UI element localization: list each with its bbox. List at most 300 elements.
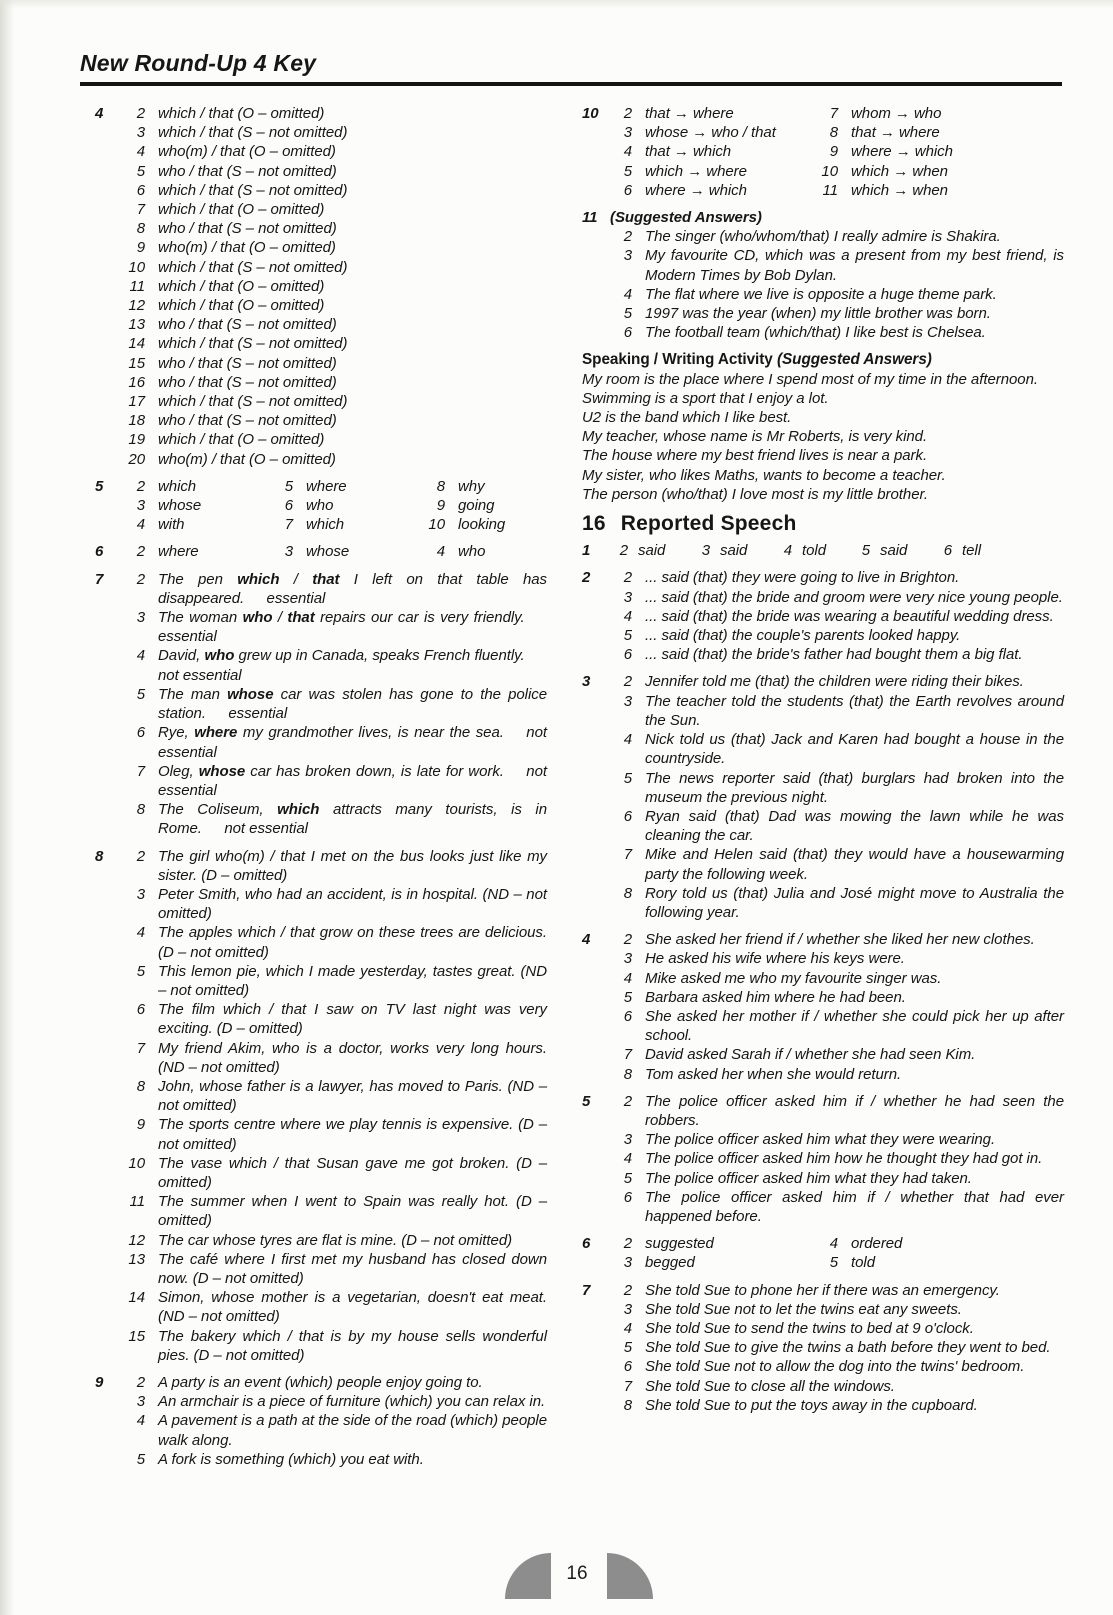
- answer-text: who(m) / that (O – omitted): [158, 450, 336, 468]
- answer-text: The vase which / that Susan gave me got broken. (D – omitted): [158, 1154, 547, 1191]
- item-number: 7: [623, 1377, 632, 1395]
- exercise-5: [582, 1092, 1064, 1226]
- item-number: 4: [136, 647, 145, 665]
- item-number: 4: [136, 1412, 145, 1430]
- answer-text: The woman who / that repairs our car is very friendly. essential: [158, 609, 548, 646]
- item-number: 2: [136, 477, 145, 495]
- exercise-6: [582, 1234, 1064, 1272]
- page-header: [80, 50, 1062, 86]
- answer-text: who / that (S – not omitted): [158, 412, 337, 430]
- exercise-number: 11: [582, 209, 598, 227]
- answer-item: [123, 762, 547, 800]
- item-number: 4: [136, 143, 145, 161]
- answer-text: who / that (S – not omitted): [158, 162, 337, 180]
- answer-item: [123, 1077, 547, 1115]
- answer-text: Rory told us (that) Julia and José might move to Australia the following year.: [645, 884, 1064, 921]
- answer-text: with: [158, 516, 185, 534]
- item-number: 4: [136, 516, 145, 534]
- answer-list: [123, 847, 547, 1365]
- item-number: 4: [623, 969, 632, 987]
- answer-text: This lemon pie, which I made yesterday, tastes great. (ND – not omitted): [158, 962, 547, 999]
- answer-item: [123, 200, 547, 219]
- exercise-11: [582, 208, 1064, 342]
- answer-item: [610, 285, 1064, 304]
- answer-text: which / that (S – not omitted): [158, 258, 348, 276]
- exercise-body: [123, 570, 547, 839]
- answer-text: She told Sue to give the twins a bath before they went to bed.: [645, 1339, 1051, 1357]
- bold-answer-word: which: [237, 570, 280, 588]
- exercise-9: [95, 1373, 547, 1469]
- answer-text: which → where: [645, 162, 747, 180]
- answer-text: which / that (O – omitted): [158, 431, 325, 449]
- exercise-number: 6: [582, 1235, 591, 1253]
- item-number: 3: [701, 542, 710, 560]
- item-number: 7: [284, 516, 293, 534]
- exercise-number: 7: [95, 570, 104, 588]
- answer-text: She told Sue to put the toys away in the cupboard.: [645, 1396, 978, 1414]
- answer-text: An armchair is a piece of furniture (which) you can relax in.: [158, 1393, 546, 1411]
- exercise-4: [95, 104, 547, 469]
- answer-text: She told Sue to close all the windows.: [645, 1377, 895, 1395]
- answer-item: [610, 1149, 1064, 1168]
- answer-item: [610, 1377, 1064, 1396]
- answer-grid: [123, 477, 547, 535]
- answer-item: [610, 1319, 1064, 1338]
- answer-text: whom → who: [851, 105, 942, 122]
- exercise-body: [610, 672, 1064, 922]
- exercise-body: [123, 1373, 547, 1469]
- answer-text: told: [851, 1254, 875, 1272]
- answer-text: She told Sue to send the twins to bed at 9 o'clock.: [645, 1319, 974, 1337]
- answer-text: Oleg, whose car has broken down, is late for work. not essential: [158, 762, 547, 799]
- exercise-4: [582, 930, 1064, 1084]
- answer-item: [610, 588, 1064, 607]
- exercise-body: [610, 541, 1064, 560]
- answer-item: [123, 296, 547, 315]
- answer-text: The flat where we live is opposite a huge theme park.: [645, 285, 997, 303]
- item-number: 3: [623, 1131, 632, 1149]
- exercise-body: [610, 568, 1064, 664]
- item-number: 7: [136, 1039, 145, 1057]
- answer-text: John, whose father is a lawyer, has moved to Paris. (ND – not omitted): [158, 1077, 547, 1115]
- item-number: 3: [136, 1393, 145, 1411]
- item-number: 9: [829, 143, 838, 161]
- exercise-6: [95, 542, 547, 561]
- answer-text: ordered: [851, 1235, 903, 1253]
- item-number: 5: [623, 1169, 632, 1187]
- item-number: 2: [136, 105, 145, 122]
- answer-item: [123, 1450, 547, 1469]
- answer-item: [123, 847, 547, 885]
- item-number: 6: [136, 1001, 145, 1019]
- answer-list: [610, 1281, 1064, 1415]
- answer-item: [610, 884, 1064, 922]
- answer-text: She asked her friend if / whether she liked her new clothes.: [645, 931, 1035, 949]
- answer-item: [610, 645, 1064, 664]
- answer-text: that → where: [645, 105, 734, 122]
- item-number: 20: [128, 450, 145, 468]
- item-number: 5: [284, 477, 293, 495]
- exercise-3: [582, 672, 1064, 922]
- answer-text: The film which / that I saw on TV last night was very exciting. (D – omitted): [158, 1001, 547, 1038]
- answer-item: [123, 277, 547, 296]
- item-number: 4: [783, 542, 792, 560]
- answer-text: tell: [962, 542, 981, 560]
- item-number: 2: [136, 847, 145, 865]
- answer-text: Peter Smith, who had an accident, is in hospital. (ND – not omitted): [158, 885, 547, 923]
- answer-item: [610, 769, 1064, 807]
- item-number: 3: [136, 497, 145, 515]
- answer-item: [610, 304, 1064, 323]
- exercise-number: 4: [95, 105, 104, 122]
- answer-text: The police officer asked him how he thought they had got in.: [645, 1150, 1043, 1168]
- answer-item: [610, 246, 1064, 284]
- corner-triangle-left: [505, 1553, 551, 1599]
- answer-text: The summer when I went to Spain was really hot. (D – omitted): [158, 1193, 547, 1230]
- answer-grid: [610, 541, 1064, 560]
- answer-text: said: [880, 542, 908, 560]
- item-number: 3: [623, 588, 632, 606]
- answer-item: [123, 646, 547, 684]
- scan-edge-left: [0, 0, 14, 1615]
- item-number: 5: [829, 1254, 838, 1272]
- answer-text: which: [306, 516, 345, 534]
- answer-item: [610, 1007, 1064, 1045]
- answer-text: who(m) / that (O – omitted): [158, 239, 336, 257]
- item-number: 3: [623, 124, 632, 142]
- item-number: 12: [128, 1231, 145, 1249]
- answer-text: The pen which / that I left on that table has disappeared. essential: [158, 570, 547, 607]
- answer-text: which / that (O – omitted): [158, 277, 325, 295]
- exercise-number: 8: [95, 847, 104, 865]
- item-number: 8: [623, 1396, 632, 1414]
- answer-text: suggested: [645, 1235, 714, 1253]
- item-number: 6: [623, 1188, 632, 1206]
- answer-item: [123, 258, 547, 277]
- item-number: 11: [129, 277, 145, 295]
- answer-text: Mike and Helen said (that) they would have a housewarming party the following week.: [645, 846, 1064, 883]
- answer-text: which → when: [851, 162, 948, 180]
- answer-item: [610, 227, 1064, 246]
- answer-text: She told Sue to phone her if there was an emergency.: [645, 1281, 1000, 1299]
- answer-item: [123, 1039, 547, 1077]
- item-number: 6: [623, 1358, 632, 1376]
- item-number: 3: [623, 1254, 632, 1272]
- item-number: 8: [829, 124, 838, 142]
- item-number: 7: [136, 762, 145, 780]
- answer-text: Nick told us (that) Jack and Karen had bought a house in the countryside.: [645, 731, 1064, 768]
- answer-text: The sports centre where we play tennis is expensive. (D – not omitted): [158, 1116, 547, 1153]
- item-number: 6: [623, 181, 632, 199]
- answer-item: [610, 1130, 1064, 1149]
- item-number: 2: [623, 569, 632, 587]
- answer-item: [610, 568, 1064, 587]
- item-number: 4: [623, 143, 632, 161]
- item-number: 2: [619, 542, 628, 560]
- answer-text: The café where I first met my husband has closed down now. (D – not omitted): [158, 1250, 547, 1287]
- speaking-note: (Suggested Answers): [776, 351, 932, 369]
- answer-item: [123, 885, 547, 923]
- item-number: 4: [623, 607, 632, 625]
- answers-note: (Suggested Answers): [610, 209, 762, 227]
- answer-text: where → which: [851, 143, 953, 161]
- item-number: 4: [623, 731, 632, 749]
- item-number: 4: [623, 285, 632, 303]
- item-number: 3: [136, 609, 145, 627]
- page-title: New Round-Up 4 Key: [80, 50, 317, 76]
- answer-text: 1997 was the year (when) my little brother was born.: [645, 305, 991, 323]
- answer-text: ... said (that) the bride's father had bought them a big flat.: [645, 646, 1023, 664]
- answer-text: She told Sue not to allow the dog into the twins' bedroom.: [645, 1358, 1025, 1376]
- answer-text: The football team (which/that) I like best is Chelsea.: [645, 324, 986, 342]
- answer-text: The singer (who/whom/that) I really admire is Shakira.: [645, 228, 1001, 246]
- answer-item: [123, 315, 547, 334]
- speaking-title: Speaking / Writing Activity: [582, 351, 777, 369]
- exercise-number: 6: [95, 543, 104, 561]
- item-number: 19: [128, 431, 145, 449]
- item-number: 6: [623, 1007, 632, 1025]
- answer-text: Rye, where my grandmother lives, is near the sea. not essential: [158, 724, 547, 761]
- item-number: 7: [623, 1046, 632, 1064]
- item-number: 12: [128, 297, 145, 315]
- bold-answer-word: who: [204, 647, 235, 665]
- exercise-5: [95, 477, 547, 535]
- item-number: 14: [128, 1289, 145, 1307]
- answer-item: [123, 238, 547, 257]
- item-number: 5: [136, 1450, 145, 1468]
- answer-item: [123, 162, 547, 181]
- item-number: 4: [436, 543, 445, 561]
- bold-answer-word: whose: [198, 762, 246, 780]
- answer-item: [123, 1154, 547, 1192]
- answer-item: [610, 626, 1064, 645]
- answer-text: A pavement is a path at the side of the road (which) people walk along.: [158, 1412, 547, 1449]
- answer-list: [610, 568, 1064, 664]
- answer-text: He asked his wife where his keys were.: [645, 950, 905, 968]
- answer-text: which / that (S – not omitted): [158, 335, 348, 353]
- answer-item: [123, 685, 547, 723]
- answer-text: A fork is something (which) you eat with.: [158, 1450, 424, 1468]
- exercise-7: [95, 570, 547, 839]
- answer-item: [123, 1192, 547, 1230]
- item-number: 3: [136, 124, 145, 142]
- answer-text: The police officer asked him what they had taken.: [645, 1169, 972, 1187]
- answer-item: [610, 1188, 1064, 1226]
- speaking-line: Swimming is a sport that I enjoy a lot.: [582, 389, 829, 407]
- answer-text: which / that (S – not omitted): [158, 124, 348, 142]
- answer-item: [123, 1411, 547, 1449]
- answer-text: ... said (that) the bride was wearing a beautiful wedding dress.: [645, 607, 1054, 625]
- item-number: 7: [136, 201, 145, 219]
- item-number: 5: [623, 627, 632, 645]
- answer-text: David, who grew up in Canada, speaks French fluently. not essential: [158, 647, 547, 684]
- answer-text: The police officer asked him if / whether he had seen the robbers.: [645, 1092, 1064, 1129]
- answer-text: whose: [158, 497, 202, 515]
- answer-text: where → which: [645, 181, 747, 199]
- item-number: 4: [829, 1235, 838, 1253]
- exercise-10: [582, 104, 1064, 200]
- speaking-line: My teacher, whose name is Mr Roberts, is very kind.: [582, 428, 928, 446]
- item-number: 10: [428, 516, 445, 534]
- answer-item: [123, 334, 547, 353]
- answer-text: which / that (S – not omitted): [158, 393, 348, 411]
- answer-text: said: [638, 542, 666, 560]
- answer-item: [123, 104, 547, 123]
- answer-item: [610, 1281, 1064, 1300]
- answer-item: [123, 411, 547, 430]
- item-number: 14: [128, 335, 145, 353]
- item-number: 2: [623, 228, 632, 246]
- answer-text: where: [158, 543, 199, 561]
- answer-text: who: [458, 543, 486, 561]
- item-number: 7: [829, 105, 838, 122]
- item-number: 10: [128, 1154, 145, 1172]
- answer-text: The girl who(m) / that I met on the bus looks just like my sister. (D – omitted): [158, 847, 547, 884]
- answer-item: [123, 450, 547, 469]
- answer-item: [610, 1338, 1064, 1357]
- item-number: 8: [623, 884, 632, 902]
- answer-text: who(m) / that (O – omitted): [158, 143, 336, 161]
- item-number: 8: [136, 1077, 145, 1095]
- answer-item: [123, 1392, 547, 1411]
- speaking-line: U2 is the band which I like best.: [582, 409, 792, 427]
- answer-text: The police officer asked him what they were wearing.: [645, 1131, 996, 1149]
- answer-text: Simon, whose mother is a vegetarian, doesn't eat meat. (ND – not omitted): [158, 1289, 547, 1326]
- answer-text: which / that (O – omitted): [158, 105, 325, 122]
- answer-grid: [123, 542, 547, 561]
- answer-text: which / that (S – not omitted): [158, 181, 348, 199]
- exercise-body: [123, 477, 547, 535]
- answer-text: where: [306, 477, 347, 495]
- answer-text: who / that (S – not omitted): [158, 316, 337, 334]
- answer-text: which / that (O – omitted): [158, 297, 325, 315]
- answer-item: [610, 1169, 1064, 1188]
- answer-item: [610, 730, 1064, 768]
- corner-triangle-right: [607, 1553, 653, 1599]
- exercise-number: 1: [582, 542, 591, 560]
- item-number: 3: [623, 692, 632, 710]
- answer-item: [610, 988, 1064, 1007]
- item-number: 5: [623, 305, 632, 323]
- item-number: 6: [284, 497, 293, 515]
- item-number: 17: [128, 393, 145, 411]
- item-number: 2: [136, 543, 145, 561]
- answer-text: who / that (S – not omitted): [158, 373, 337, 391]
- answer-text: Barbara asked him where he had been.: [645, 988, 906, 1006]
- answer-text: Mike asked me who my favourite singer was.: [645, 969, 942, 987]
- section-number: 16: [582, 512, 606, 536]
- answer-list: [610, 227, 1064, 342]
- answer-item: [123, 1000, 547, 1038]
- answer-grid: [610, 1234, 1064, 1272]
- item-number: 3: [623, 247, 632, 265]
- answer-list: [610, 930, 1064, 1084]
- answer-item: [610, 692, 1064, 730]
- column-right: [582, 104, 1064, 1423]
- exercise-number: 3: [582, 673, 591, 691]
- exercise-number: 10: [582, 105, 599, 122]
- answer-item: [610, 1396, 1064, 1415]
- item-number: 6: [136, 724, 145, 742]
- answer-text: The apples which / that grow on these trees are delicious. (D – not omitted): [158, 924, 547, 961]
- item-number: 5: [861, 542, 870, 560]
- answer-item: [123, 123, 547, 142]
- answer-text: ... said (that) the bride and groom were very nice young people.: [645, 588, 1063, 606]
- answer-text: whose → who / that: [645, 124, 776, 142]
- exercise-number: 5: [95, 477, 104, 495]
- answer-grid: [610, 104, 1064, 200]
- answer-text: said: [720, 542, 748, 560]
- item-number: 16: [128, 373, 145, 391]
- speaking-activity: [582, 350, 1064, 504]
- answer-text: whose: [306, 543, 350, 561]
- answer-text: why: [458, 477, 485, 495]
- exercise-1: [582, 541, 1064, 560]
- answer-text: going: [458, 497, 495, 515]
- item-number: 9: [136, 239, 145, 257]
- speaking-line: My room is the place where I spend most of my time in the afternoon.: [582, 370, 1038, 388]
- item-number: 15: [128, 1327, 145, 1345]
- item-number: 5: [623, 162, 632, 180]
- answer-list: [610, 672, 1064, 922]
- answer-text: who / that (S – not omitted): [158, 220, 337, 238]
- item-number: 15: [128, 354, 145, 372]
- answer-item: [123, 608, 547, 646]
- item-number: 2: [623, 105, 632, 122]
- item-number: 3: [284, 543, 293, 561]
- answer-list: [123, 1373, 547, 1469]
- answer-text: that → where: [851, 124, 940, 142]
- item-number: 2: [136, 570, 145, 588]
- exercise-body: [610, 1234, 1064, 1272]
- item-number: 3: [136, 885, 145, 903]
- exercise-body: [610, 208, 1064, 342]
- bold-answer-word: that: [287, 609, 315, 627]
- answer-text: The news reporter said (that) burglars had broken into the museum the previous night.: [645, 769, 1064, 806]
- item-number: 6: [623, 646, 632, 664]
- answer-text: looking: [458, 516, 506, 534]
- item-number: 13: [128, 1250, 145, 1268]
- answer-item: [123, 392, 547, 411]
- bold-answer-word: where: [194, 724, 238, 742]
- item-number: 6: [623, 324, 632, 342]
- item-number: 6: [136, 181, 145, 199]
- answer-text: ... said (that) they were going to live in Brighton.: [645, 569, 960, 587]
- speaking-heading: [582, 350, 1064, 369]
- exercise-body: [123, 847, 547, 1365]
- section-title: Reported Speech: [620, 512, 797, 536]
- item-number: 5: [136, 162, 145, 180]
- answer-item: [123, 1327, 547, 1365]
- item-number: 4: [623, 1150, 632, 1168]
- answer-item: [610, 323, 1064, 342]
- item-number: 4: [136, 924, 145, 942]
- item-number: 8: [136, 801, 145, 819]
- answer-text: Jennifer told me (that) the children were riding their bikes.: [645, 673, 1024, 691]
- item-number: 2: [623, 1092, 632, 1110]
- answer-text: David asked Sarah if / whether she had seen Kim.: [645, 1046, 976, 1064]
- answer-item: [610, 969, 1064, 988]
- speaking-line: The person (who/that) I love most is my little brother.: [582, 485, 928, 503]
- bold-answer-word: that: [312, 570, 340, 588]
- exercise-7: [582, 1281, 1064, 1415]
- answer-text: told: [802, 542, 826, 560]
- answer-item: [123, 800, 547, 838]
- answer-item: [123, 373, 547, 392]
- item-number: 5: [623, 1339, 632, 1357]
- scan-edge-top: [0, 0, 1113, 9]
- item-number: 8: [436, 477, 445, 495]
